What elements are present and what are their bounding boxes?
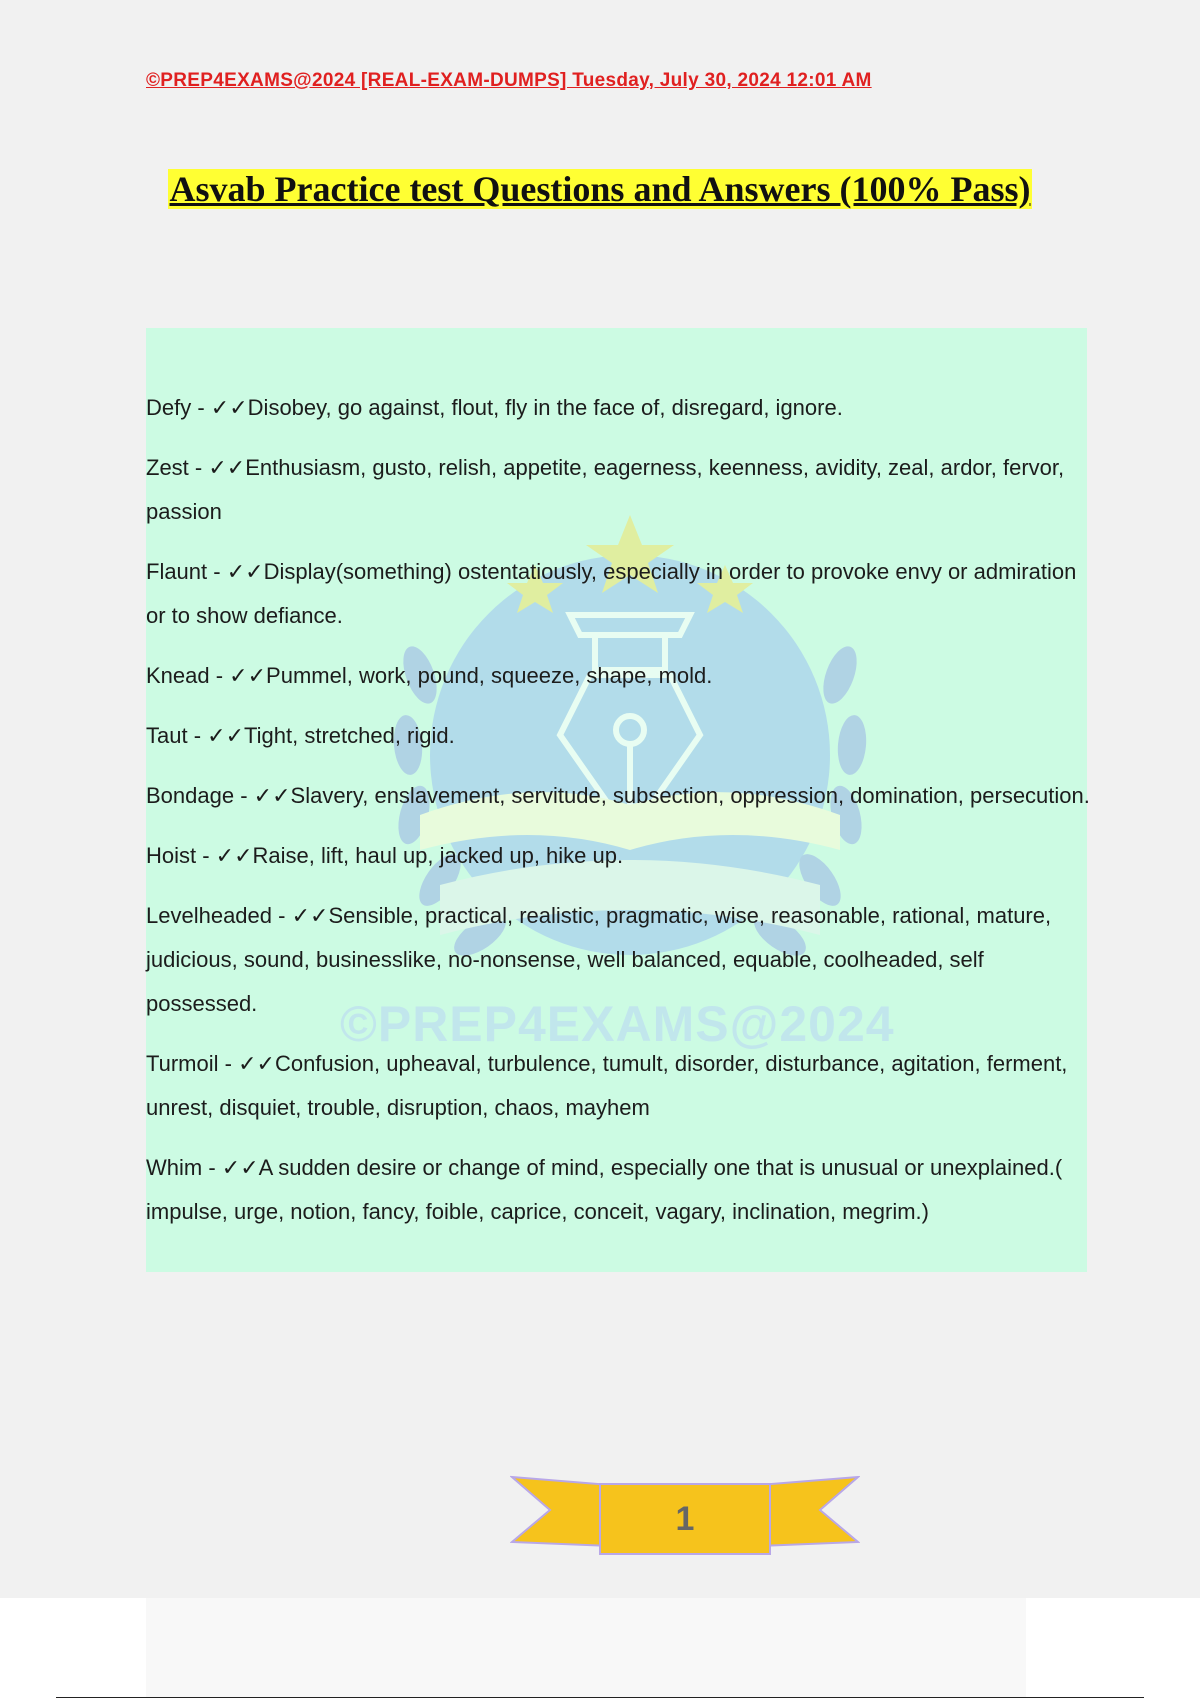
document-title-text: Asvab Practice test Questions and Answers (100% Pass) [169, 169, 1031, 209]
entry-separator: - ✓✓ [272, 903, 329, 928]
entry-separator: - ✓✓ [187, 723, 245, 748]
entry-term: Defy [146, 395, 192, 420]
bottom-divider [56, 1697, 1144, 1698]
entry-separator: - ✓✓ [218, 1051, 275, 1076]
vocabulary-entry [146, 894, 1091, 1026]
entry-definition: Enthusiasm, gusto, relish, appetite, eagerness, keenness, avidity, zeal, ardor, fervor, passion [146, 455, 1065, 524]
vocabulary-entry [146, 774, 1091, 818]
vocabulary-entry [146, 1146, 1091, 1234]
document-title [0, 168, 1200, 210]
entry-term: Zest [146, 455, 189, 480]
next-page-strip [146, 1598, 1026, 1698]
entry-term: Taut [146, 723, 188, 748]
entry-term: Flaunt [146, 559, 208, 584]
vocabulary-entry [146, 714, 1091, 758]
vocabulary-list [146, 386, 1091, 1250]
entry-term: Turmoil [146, 1051, 219, 1076]
entry-definition: Pummel, work, pound, squeeze, shape, mold. [266, 663, 713, 688]
entry-definition: Confusion, upheaval, turbulence, tumult, disorder, disturbance, agitation, ferment, unrest, disquiet, trouble, disruption, chaos, mayhem [146, 1051, 1068, 1120]
vocabulary-entry [146, 550, 1091, 638]
entry-term: Whim [146, 1155, 203, 1180]
entry-definition: Raise, lift, haul up, jacked up, hike up. [252, 843, 624, 868]
vocabulary-entry [146, 834, 1091, 878]
watermark-text: ©PREP4EXAMS@2024 [340, 996, 895, 1052]
entry-term: Levelheaded [146, 903, 273, 928]
vocabulary-entry [146, 654, 1091, 698]
header-watermark-line: ©PREP4EXAMS@2024 [REAL-EXAM-DUMPS] Tuesday, July 30, 2024 12:01 AM [146, 70, 872, 91]
entry-definition: Sensible, practical, realistic, pragmatic, wise, reasonable, rational, mature, judicious, sound, businesslike, no-nonsense, well balanced, equable, coolheaded, self possessed. [146, 903, 1052, 1016]
entry-definition: Tight, stretched, rigid. [244, 723, 455, 748]
vocabulary-entry [146, 386, 1091, 430]
vocabulary-entry [146, 1042, 1091, 1130]
entry-definition: Display(something) ostentatiously, especially in order to provoke envy or admiration or to show defiance. [146, 559, 1077, 628]
entry-separator: - ✓✓ [207, 559, 264, 584]
entry-term: Bondage [146, 783, 235, 808]
entry-separator: - ✓✓ [191, 395, 248, 420]
entry-definition: A sudden desire or change of mind, especially one that is unusual or unexplained.( impulse, urge, notion, fancy, foible, caprice, conceit, vagary, inclination, megrim.) [146, 1155, 1063, 1224]
vocabulary-entry [146, 446, 1091, 534]
entry-separator: - ✓✓ [209, 663, 267, 688]
entry-separator: - ✓✓ [196, 843, 253, 868]
entry-separator: - ✓✓ [234, 783, 291, 808]
page-number: 1 [675, 1500, 695, 1538]
entry-term: Knead [146, 663, 210, 688]
entry-separator: - ✓✓ [202, 1155, 259, 1180]
entry-definition: Disobey, go against, flout, fly in the face of, disregard, ignore. [247, 395, 843, 420]
entry-separator: - ✓✓ [188, 455, 246, 480]
entry-term: Hoist [146, 843, 197, 868]
entry-definition: Slavery, enslavement, servitude, subsection, oppression, domination, persecution. [290, 783, 1090, 808]
